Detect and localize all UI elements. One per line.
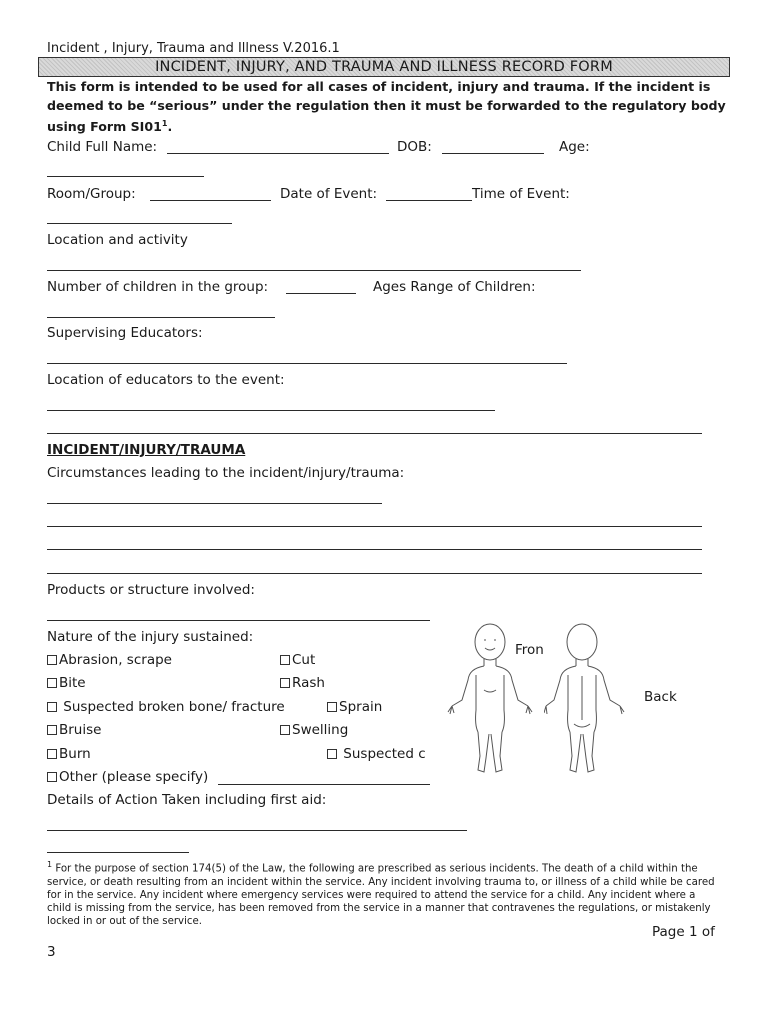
checkbox-burn[interactable]	[47, 749, 57, 759]
checkbox-bruise[interactable]	[47, 725, 57, 735]
intro-body: This form is intended to be used for all cases of incident, injury and trauma. If the incident is deemed to be “serious” under the regulation then it must be forwarded to the regulatory body using Form SI01	[47, 79, 726, 135]
option-abrasion[interactable]	[47, 652, 172, 668]
body-back-figure[interactable]	[544, 620, 634, 780]
dob-label: DOB:	[397, 139, 432, 155]
option-bruise[interactable]	[47, 722, 101, 738]
option-sprain[interactable]	[327, 699, 382, 715]
option-sprain-label: Sprain	[339, 699, 383, 715]
circumstances-field-4[interactable]	[47, 573, 702, 574]
circumstances-label: Circumstances leading to the incident/injury/trauma:	[47, 465, 405, 481]
page-number-label: Page 1 of	[652, 924, 715, 940]
intro-text	[47, 78, 737, 137]
option-bite-label: Bite	[59, 675, 86, 691]
other-specify-field[interactable]	[218, 784, 430, 785]
checkbox-suspected-c[interactable]	[327, 749, 337, 759]
room-group-label: Room/Group:	[47, 186, 136, 202]
dob-field[interactable]	[442, 153, 544, 154]
num-children-field[interactable]	[286, 293, 356, 294]
form-version-line: Incident , Injury, Trauma and Illness V.2016.1	[47, 41, 340, 56]
checkbox-bite[interactable]	[47, 678, 57, 688]
checkbox-swelling[interactable]	[280, 725, 290, 735]
room-group-field[interactable]	[150, 200, 271, 201]
location-activity-field[interactable]	[47, 270, 581, 271]
date-of-event-label: Date of Event:	[280, 186, 378, 202]
option-other[interactable]	[47, 769, 208, 785]
ages-range-label: Ages Range of Children:	[373, 279, 536, 295]
option-swelling[interactable]	[280, 722, 348, 738]
option-other-label: Other (please specify)	[59, 769, 209, 785]
option-broken-bone[interactable]	[47, 699, 285, 715]
option-swelling-label: Swelling	[292, 722, 349, 738]
footnote	[47, 858, 717, 928]
option-bruise-label: Bruise	[59, 722, 102, 738]
checkbox-rash[interactable]	[280, 678, 290, 688]
checkbox-sprain[interactable]	[327, 702, 337, 712]
option-burn-label: Burn	[59, 746, 91, 762]
front-label: Fron	[515, 642, 544, 658]
footnote-marker: 1	[47, 860, 53, 869]
checkbox-other[interactable]	[47, 772, 57, 782]
option-bite[interactable]	[47, 675, 86, 691]
option-burn[interactable]	[47, 746, 91, 762]
footnote-text: For the purpose of section 174(5) of the Law, the following are prescribed as serious incidents. The death of a child within the service, or death resulting from an incident within the service. Any incident involving trauma to, or illness of a child while be cared for in the service. Any incident where emergency services were required to attend the service for a child. Any incident where a child is missing from the service, has been removed from the service in a manner that contravenes the regulations, or mistakenly locked in or out of the service.	[47, 863, 715, 928]
option-suspected-c[interactable]	[327, 746, 426, 762]
option-cut[interactable]	[280, 652, 315, 668]
ages-range-field[interactable]	[47, 317, 275, 318]
circumstances-field-2[interactable]	[47, 526, 702, 527]
option-broken-bone-label: Suspected broken bone/ fracture	[59, 699, 285, 715]
incident-heading: INCIDENT/INJURY/TRAUMA	[47, 442, 246, 458]
circumstances-field-1[interactable]	[47, 503, 382, 504]
supervising-field[interactable]	[47, 363, 567, 364]
form-title: INCIDENT, INJURY, AND TRAUMA AND ILLNESS RECORD FORM	[38, 57, 730, 77]
child-name-label: Child Full Name:	[47, 139, 158, 155]
location-activity-label: Location and activity	[47, 232, 188, 248]
option-suspected-c-label: Suspected c	[339, 746, 426, 762]
action-taken-label: Details of Action Taken including first aid:	[47, 792, 327, 808]
age-field[interactable]	[47, 176, 204, 177]
option-rash-label: Rash	[292, 675, 325, 691]
page-total: 3	[47, 944, 56, 960]
products-label: Products or structure involved:	[47, 582, 255, 598]
circumstances-field-3[interactable]	[47, 549, 702, 550]
option-abrasion-label: Abrasion, scrape	[59, 652, 172, 668]
checkbox-broken-bone[interactable]	[47, 702, 57, 712]
checkbox-abrasion[interactable]	[47, 655, 57, 665]
checkbox-cut[interactable]	[280, 655, 290, 665]
child-name-field[interactable]	[167, 153, 389, 154]
supervising-label: Supervising Educators:	[47, 325, 203, 341]
back-label: Back	[644, 689, 677, 705]
time-of-event-label: Time of Event:	[472, 186, 570, 202]
option-rash[interactable]	[280, 675, 325, 691]
intro-footnote-ref: 1	[161, 119, 168, 128]
time-of-event-field[interactable]	[47, 223, 232, 224]
action-taken-field[interactable]	[47, 830, 467, 831]
nature-label: Nature of the injury sustained:	[47, 629, 254, 645]
age-label: Age:	[559, 139, 590, 155]
location-educators-field-2[interactable]	[47, 433, 702, 434]
date-of-event-field[interactable]	[386, 200, 472, 201]
num-children-label: Number of children in the group:	[47, 279, 269, 295]
products-field[interactable]	[47, 620, 430, 621]
intro-end: .	[167, 119, 173, 135]
footnote-divider	[47, 852, 189, 853]
option-cut-label: Cut	[292, 652, 316, 668]
location-educators-field[interactable]	[47, 410, 495, 411]
location-educators-label: Location of educators to the event:	[47, 372, 285, 388]
